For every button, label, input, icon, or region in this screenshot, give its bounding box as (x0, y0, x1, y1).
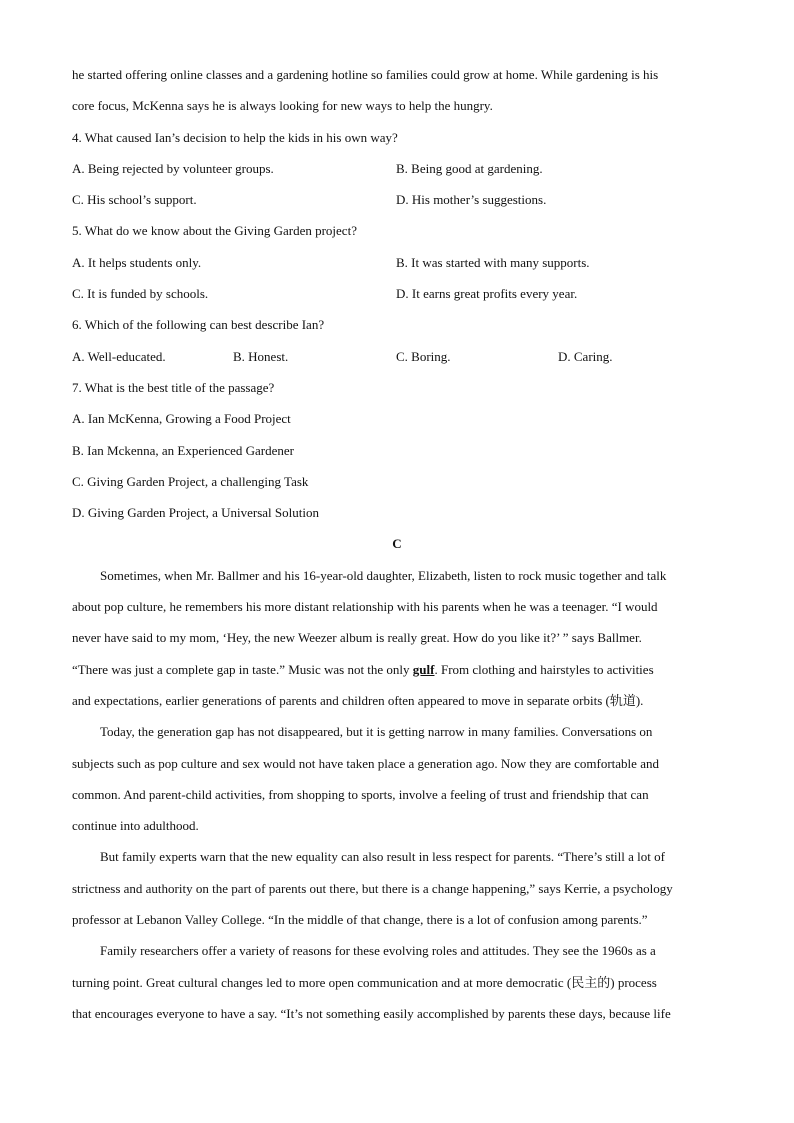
option-d: D. Caring. (558, 348, 613, 364)
passage-line: strictness and authority on the part of parents out there, but there is a change happening,” says Kerrie, a psychology (72, 880, 673, 896)
option-d: D. His mother’s suggestions. (396, 192, 547, 208)
option-row (72, 158, 722, 189)
option-row (72, 189, 722, 220)
option-row (72, 346, 722, 377)
passage-line: Family researchers offer a variety of reasons for these evolving roles and attitudes. They see the 1960s as a (100, 943, 656, 959)
option-d: D. Giving Garden Project, a Universal Solution (72, 505, 319, 521)
passage-line: But family experts warn that the new equality can also result in less respect for parents. “There’s still a lot of (100, 849, 665, 865)
question-stem: 6. Which of the following can best describe Ian? (72, 317, 325, 333)
passage-line: continue into adulthood. (72, 818, 199, 834)
passage-line: turning point. Great cultural changes led to more open communication and at more democratic (民主的) process (72, 974, 657, 990)
option-a: A. It helps students only. (72, 254, 202, 270)
option-b: B. Ian Mckenna, an Experienced Gardener (72, 442, 294, 458)
passage-line: Sometimes, when Mr. Ballmer and his 16-year-old daughter, Elizabeth, listen to rock music together and talk (100, 567, 667, 583)
option-c: C. Giving Garden Project, a challenging Task (72, 473, 309, 489)
option-d: D. It earns great profits every year. (396, 286, 578, 302)
option-row (72, 252, 722, 283)
passage-line: Today, the generation gap has not disappeared, but it is getting narrow in many families. Conversations on (100, 724, 653, 740)
option-c: C. His school’s support. (72, 192, 197, 208)
passage-line: and expectations, earlier generations of parents and children often appeared to move in separate orbits (轨道). (72, 692, 644, 708)
option-b: B. Honest. (233, 348, 289, 364)
document-page (72, 64, 722, 1034)
option-c: C. Boring. (396, 348, 451, 364)
key-word: gulf (412, 661, 435, 677)
option-row (72, 283, 722, 314)
passage-line: never have said to my mom, ‘Hey, the new Weezer album is really great. How do you like it?’ ” says Ballmer. (72, 630, 642, 646)
option-b: B. Being good at gardening. (396, 160, 543, 176)
question-stem: 4. What caused Ian’s decision to help the kids in his own way? (72, 129, 398, 145)
passage-text: . From clothing and hairstyles to activities (434, 661, 654, 677)
passage-text: “There was just a complete gap in taste.” Music was not the only (72, 661, 410, 677)
option-b: B. It was started with many supports. (396, 254, 590, 270)
intro-line: core focus, McKenna says he is always looking for new ways to help the hungry. (72, 98, 493, 114)
section-heading: C (392, 536, 402, 552)
option-a: A. Being rejected by volunteer groups. (72, 160, 274, 176)
intro-line: he started offering online classes and a gardening hotline so families could grow at home. While gardening is his (72, 67, 659, 82)
passage-line: common. And parent-child activities, from shopping to sports, involve a feeling of trust and friendship that can (72, 786, 649, 802)
passage-line: about pop culture, he remembers his more distant relationship with his parents when he was a teenager. “I would (72, 599, 658, 615)
option-a: A. Well-educated. (72, 348, 166, 364)
option-a: A. Ian McKenna, Growing a Food Project (72, 411, 291, 427)
passage-line: that encourages everyone to have a say. “It’s not something easily accomplished by parents these days, because life (72, 1005, 671, 1021)
passage-line: professor at Lebanon Valley College. “In the middle of that change, there is a lot of confusion among parents.” (72, 912, 648, 928)
passage-line (72, 659, 722, 690)
question-stem: 7. What is the best title of the passage? (72, 379, 275, 395)
question-stem: 5. What do we know about the Giving Garden project? (72, 223, 357, 239)
option-c: C. It is funded by schools. (72, 286, 209, 302)
passage-line: subjects such as pop culture and sex would not have taken place a generation ago. Now they are comfortable and (72, 755, 659, 771)
